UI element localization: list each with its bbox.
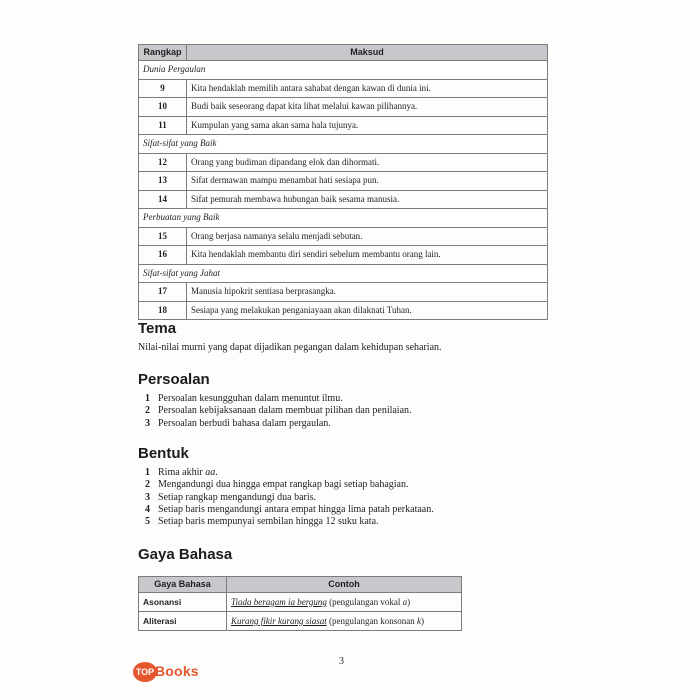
- rangkap-number: 11: [139, 116, 187, 135]
- tema-text: Nilai-nilai murni yang dapat dijadikan pegangan dalam kehidupan seharian.: [138, 342, 442, 353]
- tema-heading: Tema: [138, 320, 177, 337]
- rangkap-number: 15: [139, 227, 187, 246]
- maksud-text: Sifat pemurah membawa hubungan baik sesama manusia.: [187, 190, 548, 209]
- table-row: [139, 79, 548, 98]
- category-row: [139, 61, 548, 80]
- example-phrase: Kurang fikir kurang siasat: [231, 615, 327, 626]
- table-header-row: [139, 577, 462, 593]
- maksud-text: Sifat dermawan mampu menambat hati sesiapa pun.: [187, 172, 548, 191]
- rangkap-number: 10: [139, 98, 187, 117]
- rangkap-number: 16: [139, 246, 187, 265]
- table-row: [139, 190, 548, 209]
- maksud-text: Kita hendaklah membantu diri sendiri sebelum membantu orang lain.: [187, 246, 548, 265]
- gaya-name: Asonansi: [139, 593, 227, 612]
- table-row: [139, 246, 548, 265]
- category-label: Perbuatan yang Baik: [139, 209, 548, 228]
- list-text: Mengandungi dua hingga empat rangkap bagi setiap bahagian.: [158, 479, 409, 491]
- table-row: [139, 593, 462, 612]
- list-text: Persoalan kebijaksanaan dalam membuat pilihan dan penilaian.: [158, 405, 412, 417]
- category-row: [139, 264, 548, 283]
- category-label: Sifat-sifat yang Baik: [139, 135, 548, 154]
- list-number: 3: [145, 491, 150, 503]
- maksud-text: Sesiapa yang melakukan penganiayaan akan dilaknati Tuhan.: [187, 301, 548, 320]
- list-number: 3: [145, 417, 150, 429]
- list-text: Rima akhir: [158, 467, 206, 478]
- gaya-name: Aliterasi: [139, 612, 227, 631]
- category-row: [139, 209, 548, 228]
- list-item: [145, 479, 434, 491]
- category-row: [139, 135, 548, 154]
- example-note: (pengulangan konsonan: [326, 615, 417, 626]
- gaya-example: [227, 612, 462, 631]
- list-item: [145, 467, 434, 479]
- persoalan-list: [145, 393, 412, 430]
- maksud-text: Kita hendaklah memilih antara sahabat dengan kawan di dunia ini.: [187, 79, 548, 98]
- list-item: [145, 418, 412, 430]
- page-number: 3: [339, 656, 344, 667]
- gaya-bahasa-heading: Gaya Bahasa: [138, 546, 233, 563]
- maksud-text: Orang berjasa namanya selalu menjadi sebutan.: [187, 227, 548, 246]
- maksud-text: Kumpulan yang sama akan sama hala tujunya.: [187, 116, 548, 135]
- header-gaya-bahasa: Gaya Bahasa: [139, 577, 227, 593]
- rangkap-number: 9: [139, 79, 187, 98]
- list-number: 5: [145, 516, 150, 528]
- example-note: (pengulangan vokal: [326, 596, 403, 607]
- list-item: [145, 405, 412, 417]
- topbooks-logo: [133, 660, 205, 684]
- maksud-text: Manusia hipokrit sentiasa berprasangka.: [187, 283, 548, 302]
- rangkap-number: 17: [139, 283, 187, 302]
- list-text: Persoalan kesungguhan dalam menuntut ilmu.: [158, 393, 343, 404]
- rhyme-pattern: aa: [205, 467, 216, 478]
- table-row: [139, 227, 548, 246]
- logo-badge: TOP: [133, 662, 157, 682]
- table-row: [139, 172, 548, 191]
- gaya-example: [227, 593, 462, 612]
- table-row: [139, 98, 548, 117]
- table-header-row: [139, 45, 548, 61]
- header-rangkap: Rangkap: [139, 45, 187, 61]
- list-item: [145, 516, 434, 528]
- list-text: Setiap rangkap mengandungi dua baris.: [158, 491, 317, 503]
- bentuk-list: [145, 467, 434, 528]
- bentuk-heading: Bentuk: [138, 445, 189, 462]
- example-note-end: ): [421, 615, 424, 626]
- list-text: Setiap baris mempunyai sembilan hingga 12 suku kata.: [158, 516, 379, 528]
- rangkap-number: 14: [139, 190, 187, 209]
- list-number: 1: [145, 467, 150, 478]
- logo-text: Books: [155, 663, 199, 679]
- list-number: 2: [145, 405, 150, 417]
- category-label: Sifat-sifat yang Jahat: [139, 264, 548, 283]
- header-contoh: Contoh: [227, 577, 462, 593]
- list-number: 2: [145, 479, 150, 491]
- header-maksud: Maksud: [187, 45, 548, 61]
- rangkap-maksud-table: [138, 44, 548, 320]
- example-note-end: ): [407, 596, 411, 607]
- maksud-text: Budi baik seseorang dapat kita lihat melalui kawan pilihannya.: [187, 98, 548, 117]
- list-text: Persoalan berbudi bahasa dalam pergaulan.: [158, 417, 331, 429]
- rangkap-number: 12: [139, 153, 187, 172]
- table-row: [139, 153, 548, 172]
- list-number: 1: [145, 393, 150, 404]
- list-item: [145, 492, 434, 504]
- maksud-text: Orang yang budiman dipandang elok dan dihormati.: [187, 153, 548, 172]
- table-row: [139, 283, 548, 302]
- table-row: [139, 301, 548, 320]
- rangkap-number: 13: [139, 172, 187, 191]
- example-note-var: a: [402, 596, 408, 607]
- gaya-bahasa-table: [138, 576, 462, 631]
- table-row: [139, 116, 548, 135]
- example-note-var: k: [417, 615, 421, 626]
- persoalan-heading: Persoalan: [138, 371, 210, 388]
- table-row: [139, 612, 462, 631]
- list-text: Setiap baris mengandungi antara empat hingga lima patah perkataan.: [158, 503, 434, 515]
- rangkap-number: 18: [139, 301, 187, 320]
- list-text-end: .: [215, 467, 218, 478]
- example-phrase: Tiada beragam ia bergung: [231, 596, 327, 607]
- list-number: 4: [145, 503, 150, 515]
- category-label: Dunia Pergaulan: [139, 61, 548, 80]
- list-item: [145, 393, 412, 405]
- list-item: [145, 504, 434, 516]
